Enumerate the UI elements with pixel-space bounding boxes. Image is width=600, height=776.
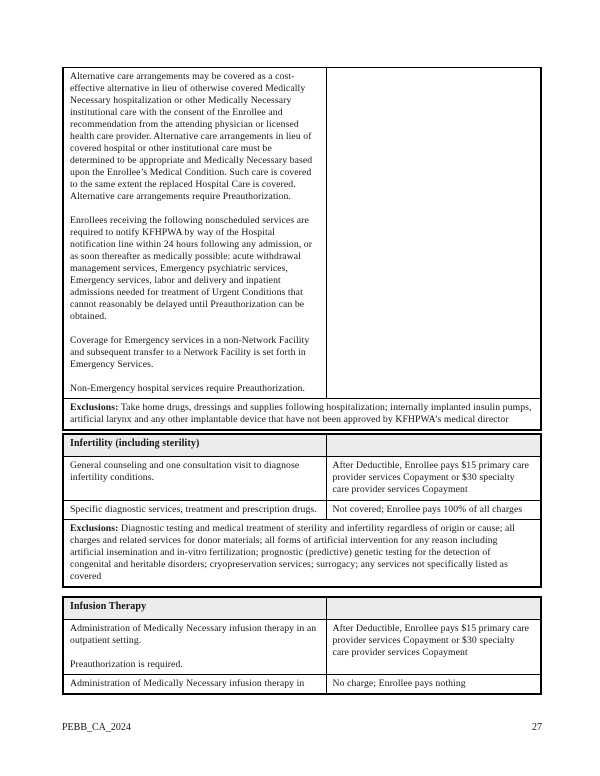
exclusions-row bbox=[63, 399, 541, 431]
service-description-cell: Administration of Medically Necessary infusion therapy in bbox=[63, 674, 326, 694]
exclusions-label: Exclusions: bbox=[70, 402, 119, 413]
benefit-cell: After Deductible, Enrollee pays $15 primary care provider services Copayment or $30 specialty care provider services Copayment bbox=[326, 619, 541, 674]
exclusions-row bbox=[63, 519, 541, 587]
service-description-cell: General counseling and one consultation visit to diagnose infertility conditions. bbox=[63, 456, 326, 500]
benefit-cell: After Deductible, Enrollee pays $15 primary care provider services Copayment or $30 specialty care provider services Copayment bbox=[326, 456, 541, 500]
infertility-table bbox=[62, 433, 542, 588]
table-row bbox=[63, 68, 541, 399]
section-title: Infusion Therapy bbox=[63, 597, 326, 619]
hospital-benefits-table bbox=[62, 67, 542, 431]
benefit-cell-empty bbox=[326, 68, 541, 399]
document-id: PEBB_CA_2024 bbox=[62, 722, 131, 733]
benefit-cell: Not covered; Enrollee pays 100% of all charges bbox=[326, 500, 541, 519]
table-row bbox=[63, 619, 541, 674]
exclusions-cell bbox=[63, 519, 541, 587]
section-title-benefit-cell bbox=[326, 434, 541, 456]
paragraph: Non-Emergency hospital services require Preauthorization. bbox=[70, 383, 305, 394]
service-description-cell bbox=[63, 68, 326, 399]
table-header-row bbox=[63, 434, 541, 456]
section-title-benefit-cell bbox=[326, 597, 541, 619]
paragraph: Coverage for Emergency services in a non-Network Facility and subsequent transfer to a Network Facility is set forth in Emergency Services. bbox=[70, 335, 310, 370]
paragraph: Enrollees receiving the following nonscheduled services are required to notify KFHPWA by way of the Hospital notification line within 24 hours following any admission, or as soon thereafter as medically possible: acute withdrawal management services, Emergency psychiatric services, Emergency services, labor and delivery and inpatient admissions needed for treatment of Urgent Conditions that cannot reasonably be delayed until Preauthorization can be obtained. bbox=[70, 215, 313, 322]
table-row bbox=[63, 674, 541, 694]
section-title: Infertility (including sterility) bbox=[63, 434, 326, 456]
benefit-cell: No charge; Enrollee pays nothing bbox=[326, 674, 541, 694]
exclusions-text: Diagnostic testing and medical treatment of sterility and infertility regardless of origin or cause; all charges and related services for donor materials; all forms of artificial intervention for any reason including artificial insemination and in-vitro fertilization; prognostic (predictive) genetic testing for the detection of congenital and heritable disorders; cryopreservation services; surrogacy; any services not specifically listed as covered bbox=[70, 522, 516, 582]
service-description-cell bbox=[63, 619, 326, 674]
table-row bbox=[63, 456, 541, 500]
infusion-therapy-table bbox=[62, 596, 542, 695]
exclusions-label: Exclusions: bbox=[70, 522, 119, 534]
paragraph: Alternative care arrangements may be covered as a cost-effective alternative in lieu of otherwise covered Medically Necessary hospitalization or other Medically Necessary institutional care with the consent of the Enrollee and recommendation from the attending physician or licensed health care provider. Alternative care arrangements in lieu of covered hospital or other institutional care must be determined to be appropriate and Medically Necessary based upon the Enrollee’s Medical Condition. Such care is covered to the same extent the replaced Hospital Care is covered. Alternative care arrangements require Preauthorization. bbox=[70, 71, 313, 202]
exclusions-text: Take home drugs, dressings and supplies following hospitalization; internally implanted insulin pumps, artificial larynx and any other implantable device that have not been approved by KFHPWA’s medical director bbox=[70, 402, 532, 425]
table-row bbox=[63, 500, 541, 519]
page-number: 27 bbox=[532, 722, 542, 733]
paragraph: Preauthorization is required. bbox=[70, 658, 183, 670]
page-footer bbox=[62, 722, 542, 734]
exclusions-cell bbox=[63, 399, 541, 431]
paragraph: Administration of Medically Necessary infusion therapy in an outpatient setting. bbox=[70, 622, 317, 646]
service-description-cell: Specific diagnostic services, treatment and prescription drugs. bbox=[63, 500, 326, 519]
table-header-row bbox=[63, 597, 541, 619]
